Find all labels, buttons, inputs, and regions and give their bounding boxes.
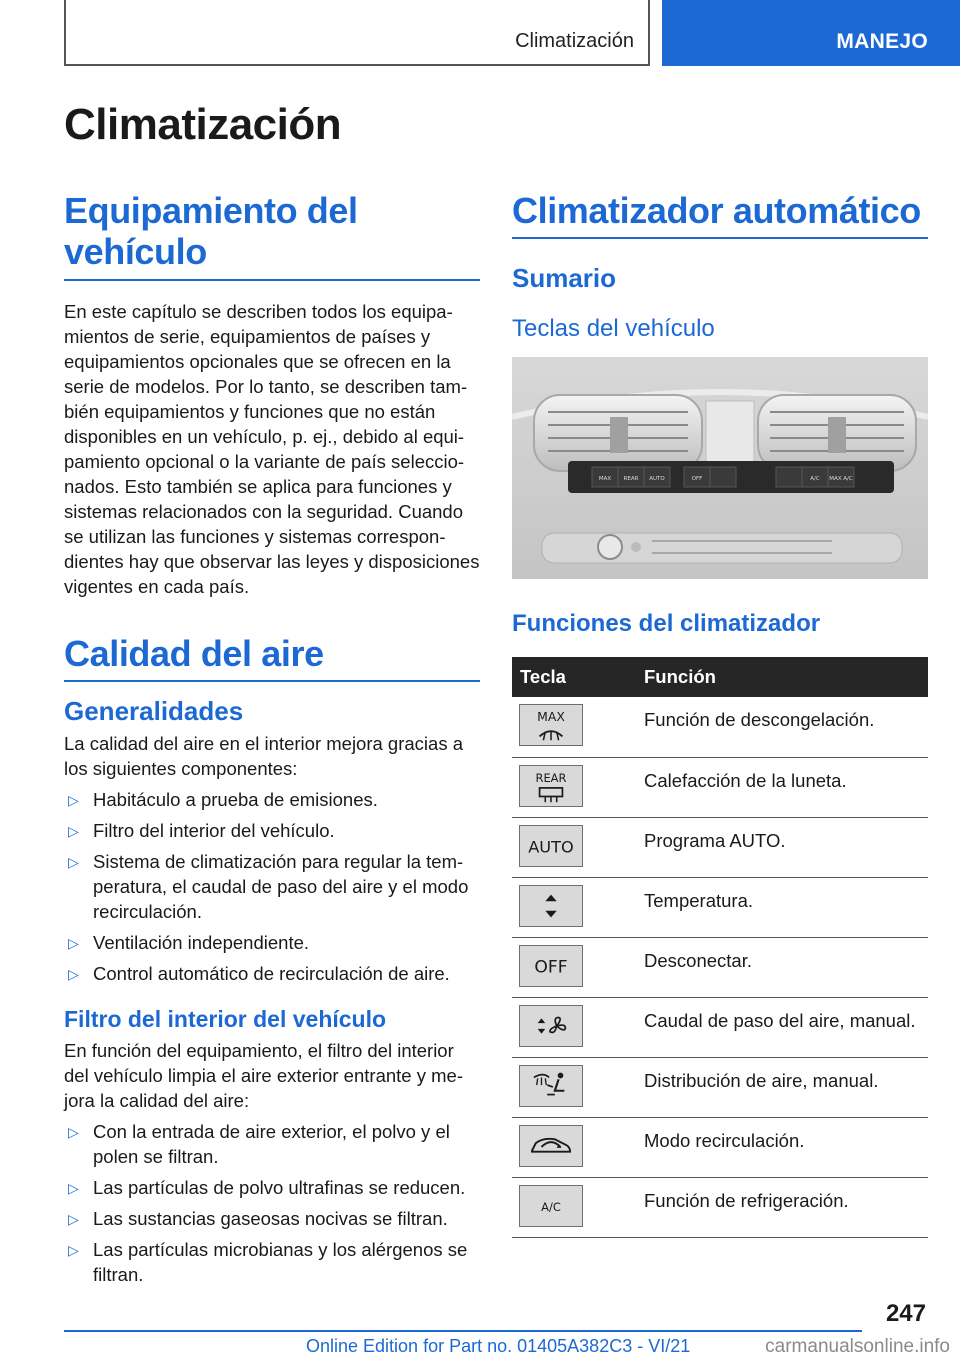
header-section-title: Climatización: [515, 30, 634, 52]
bullet-triangle-icon: ▷: [68, 1210, 79, 1227]
function-text: Modo recirculación.: [636, 1117, 928, 1177]
equipment-paragraph: En este capítulo se describen todos los equipamientos de serie, equipamientos de países y equipamientos opcionales que se ofrecen en la serie de modelos. Por lo tanto, se describen también equipamientos y funciones que no están disponibles en un vehículo, p. ej., debido al equipamiento opcional o la variante de país seleccionados. Esto también se aplica para funciones y sistemas relacionados con la seguridad. Cuando se utilizan las funciones y sistemas correspondientes hay que observar las leyes y disposiciones vigentes en cada país.: [64, 300, 480, 597]
function-text: Distribución de aire, manual.: [636, 1057, 928, 1117]
list-item: ▷ Filtro del interior del vehículo.: [64, 818, 480, 843]
bullet-triangle-icon: ▷: [68, 792, 79, 809]
table-row: [512, 997, 928, 1057]
svg-text:REAR: REAR: [535, 770, 567, 785]
list-item: ▷ Con la entrada de aire exterior, el polvo y el polen se filtran.: [68, 1120, 450, 1167]
function-text: Función de descongelación.: [636, 697, 928, 757]
table-row: [512, 877, 928, 937]
list-item: ▷ Sistema de climatización para regular la temperatura, el caudal de paso del aire y el modo recirculación.: [68, 851, 469, 923]
table-row: [512, 757, 928, 817]
list-item: ▷ Habitáculo a prueba de emisiones.: [64, 787, 480, 812]
svg-text:A/C: A/C: [541, 1199, 561, 1214]
list-item: ▷ Las partículas de polvo ultrafinas se reducen.: [64, 1175, 480, 1200]
chapter-title: Climatización: [64, 100, 342, 149]
climate-control-photo: [512, 357, 928, 579]
list-item: ▷ Las partículas microbianas y los alérgenos se filtran.: [68, 1238, 468, 1285]
photo-key-label: MAX: [598, 476, 612, 483]
recirculation-icon: [519, 1125, 583, 1167]
table-row: [512, 1177, 928, 1237]
auto-icon: [519, 825, 583, 867]
subheading-cabin-filter: Filtro del interior del vehículo: [64, 1006, 387, 1033]
header-section-box: [64, 0, 650, 66]
cabin-filter-paragraph: En función del equipamiento, el filtro del interior del vehículo limpia el aire exterior entrante y mejora la calidad del aire:: [64, 1039, 463, 1111]
bullet-triangle-icon: ▷: [68, 935, 79, 952]
function-text: Caudal de paso del aire, manual.: [636, 997, 928, 1057]
bullet-triangle-icon: ▷: [68, 1123, 79, 1140]
rear-window-heat-icon: [519, 765, 583, 807]
svg-text:AUTO: AUTO: [528, 837, 574, 857]
photo-key-label: OFF: [691, 476, 703, 483]
off-icon: [519, 945, 583, 987]
edition-text: Online Edition for Part no. 01405A382C3 - VI/21: [306, 1336, 691, 1356]
subheading-climate-functions: Funciones del climatizador: [512, 610, 821, 638]
air-quality-list: [64, 787, 480, 986]
subheading-summary: Sumario: [512, 263, 617, 294]
left-column: [64, 190, 480, 1293]
fan-icon: [519, 1005, 583, 1047]
table-row: [512, 697, 928, 757]
table-row: [512, 1057, 928, 1117]
function-text: Programa AUTO.: [636, 817, 928, 877]
list-item: ▷ Ventilación independiente.: [64, 930, 480, 955]
page-number: 247: [885, 1300, 926, 1327]
climate-functions-table: [512, 657, 928, 1238]
function-text: Función de refrigeración.: [636, 1177, 928, 1237]
air-distribution-icon: [519, 1065, 583, 1107]
bullet-triangle-icon: ▷: [68, 1241, 79, 1258]
svg-text:MAX: MAX: [537, 710, 565, 725]
cabin-filter-list: [64, 1119, 480, 1287]
function-text: Calefacción de la luneta.: [636, 757, 928, 817]
header-chapter-title: MANEJO: [836, 30, 928, 53]
bullet-triangle-icon: ▷: [68, 823, 79, 840]
list-item: ▷ Control automático de recirculación de aire.: [64, 961, 480, 986]
temperature-arrows-icon: [519, 885, 583, 927]
table-header-row: [512, 657, 928, 697]
function-text: Temperatura.: [636, 877, 928, 937]
table-row: [512, 937, 928, 997]
column-header-key: Tecla: [512, 657, 636, 697]
right-column: [512, 190, 928, 1238]
bullet-triangle-icon: ▷: [68, 1179, 79, 1196]
watermark-text: carmanualsonline.info: [765, 1336, 950, 1357]
svg-text:OFF: OFF: [534, 957, 568, 978]
list-item: ▷ Las sustancias gaseosas nocivas se filtran.: [64, 1206, 480, 1231]
section-heading-air-quality: Calidad del aire: [64, 633, 480, 682]
section-heading-equipment: Equipamiento del vehículo: [64, 190, 480, 281]
photo-key-label: MAX A/C: [829, 476, 853, 483]
bullet-triangle-icon: ▷: [68, 966, 79, 983]
ac-icon: [519, 1185, 583, 1227]
photo-key-label: REAR: [623, 476, 639, 483]
photo-key-label: A/C: [810, 476, 820, 483]
section-heading-auto-climate: Climatizador automático: [512, 190, 928, 239]
photo-key-label: AUTO: [649, 476, 665, 483]
header-chapter-tab: [662, 0, 960, 66]
bullet-triangle-icon: ▷: [68, 854, 79, 871]
footer-divider: [64, 1330, 862, 1332]
function-text: Desconectar.: [636, 937, 928, 997]
column-header-function: Función: [636, 657, 928, 697]
subheading-vehicle-keys: Teclas del vehículo: [512, 314, 715, 342]
max-defrost-icon: [519, 704, 583, 746]
air-quality-paragraph: La calidad del aire en el interior mejora gracias a los siguientes componentes:: [64, 733, 463, 780]
subheading-general: Generalidades: [64, 696, 244, 727]
table-row: [512, 1117, 928, 1177]
table-row: [512, 817, 928, 877]
